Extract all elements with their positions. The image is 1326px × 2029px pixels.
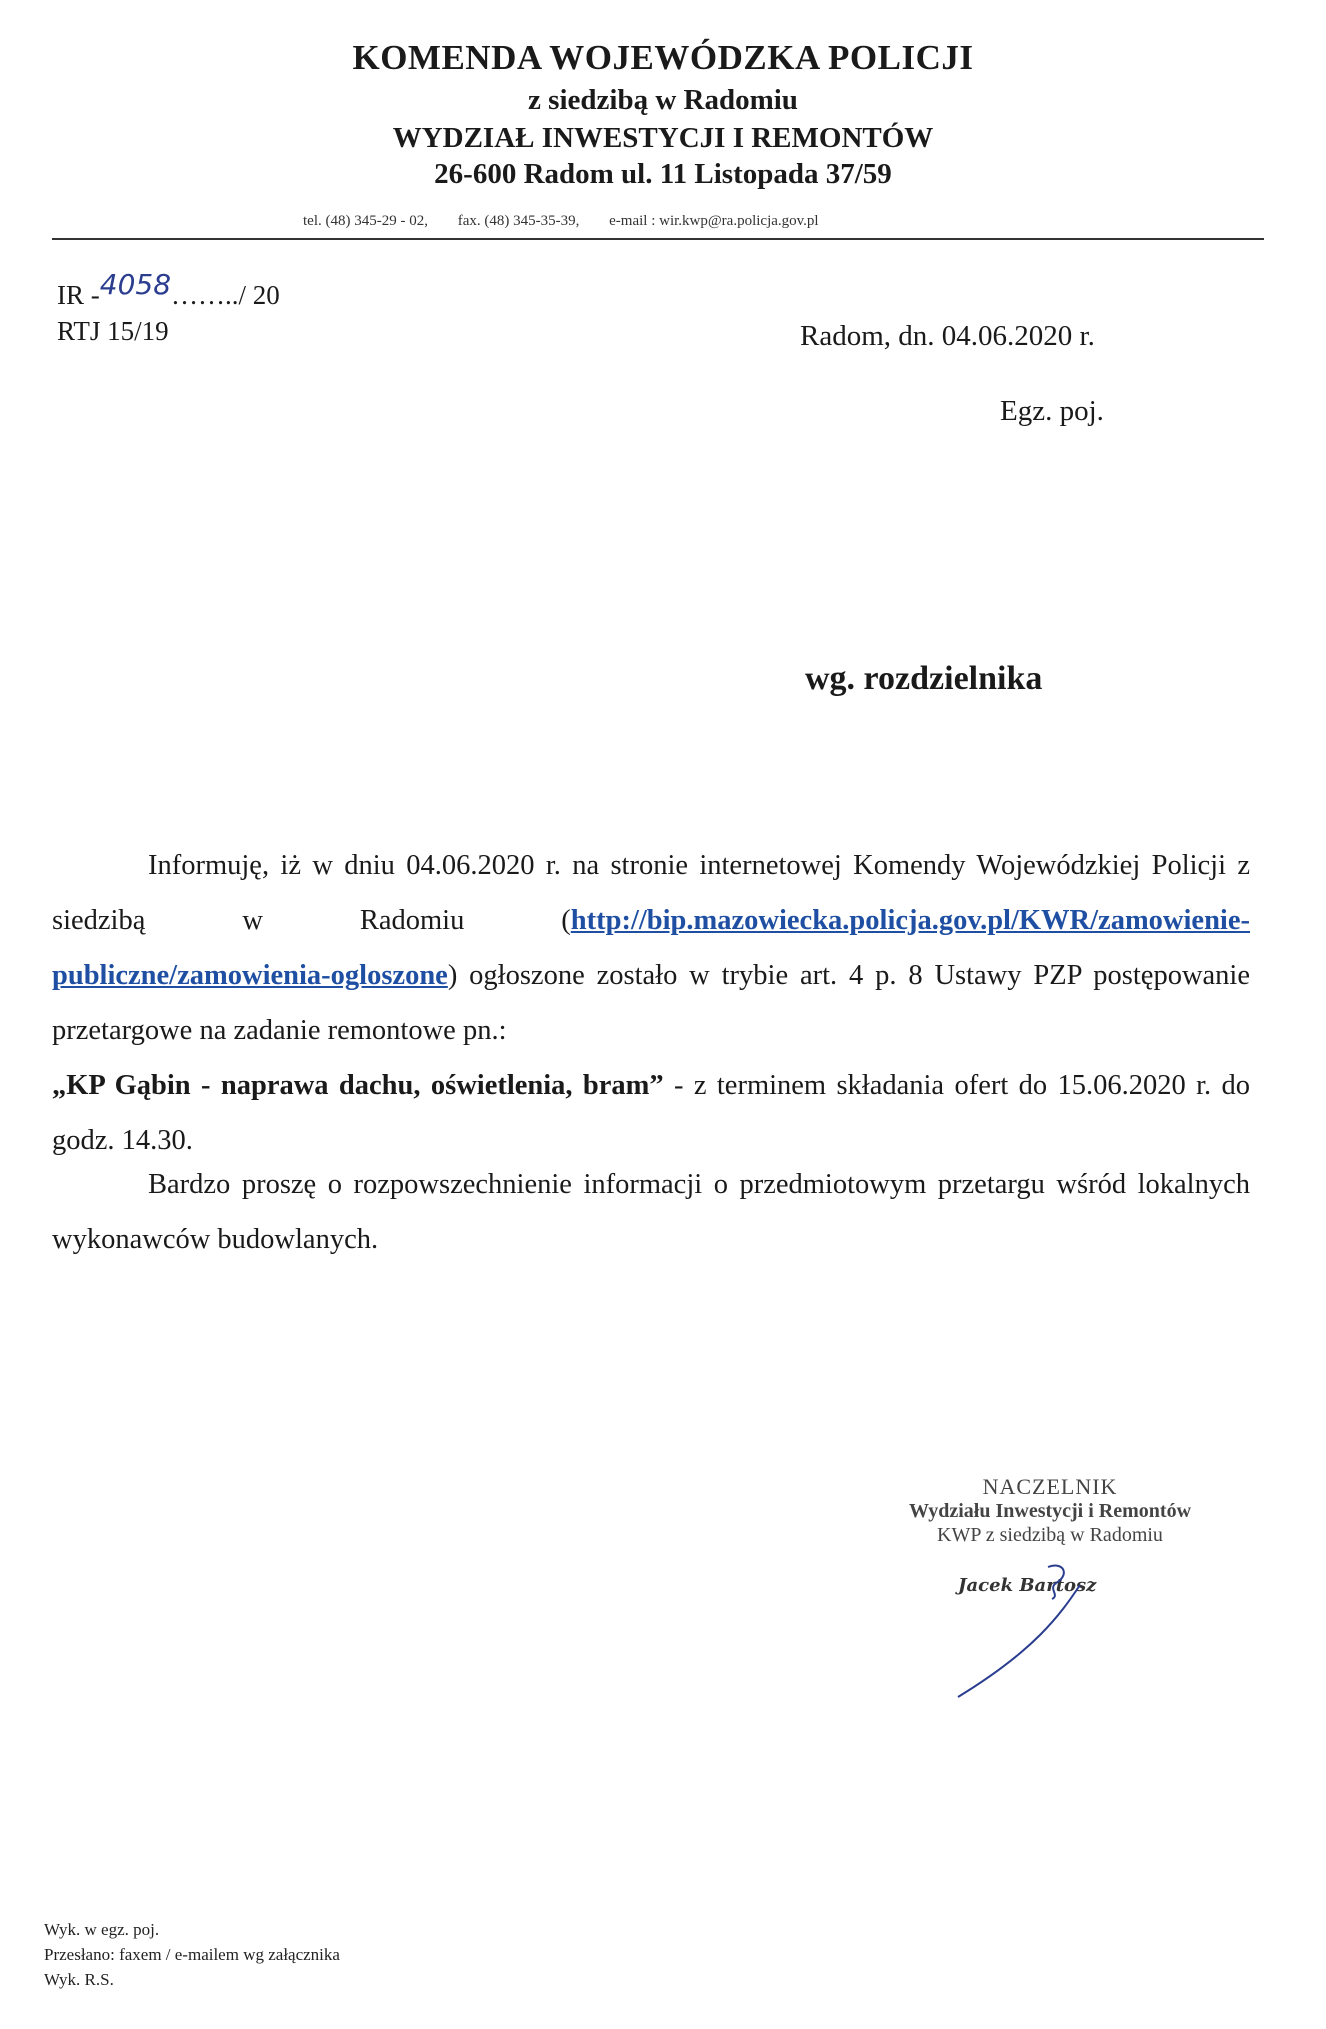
fax-number: fax. (48) 345-35-39,: [457, 213, 580, 229]
footer-prepared-by: Wyk. R.S.: [44, 1970, 114, 1989]
signature-unit: Wydziału Inwestycji i Remontów: [908, 1500, 1192, 1522]
task-name: „KP Gąbin - naprawa dachu, oświetlenia, bram”: [52, 1070, 664, 1101]
contact-line: [303, 213, 845, 230]
footer-copies: Wyk. w egz. poj.: [44, 1920, 160, 1939]
department-address: 26-600 Radom ul. 11 Listopada 37/59: [434, 158, 892, 190]
recipient: wg. rozdzielnika: [805, 660, 1043, 697]
institution-seat: z siedzibą w Radomiu: [528, 84, 798, 116]
handwritten-signature: [940, 1555, 1170, 1705]
header-divider: [52, 238, 1264, 240]
reference-prefix: IR -: [57, 280, 100, 310]
signature-location: KWP z siedzibą w Radomiu: [937, 1524, 1163, 1546]
phone-number: tel. (48) 345-29 - 02,: [303, 213, 428, 229]
announcement-after-link: ) ogłoszone zostało w trybie art. 4 p. 8 Ustawy PZP postępowanie przetargowe na zadanie remontowe pn.:: [52, 960, 1250, 1046]
paragraph-announcement: [52, 838, 1250, 1168]
footer-sent-via: Przesłano: faxem / e-mailem wg załącznika: [44, 1945, 340, 1964]
handwritten-reference-number: 4058: [99, 268, 172, 301]
paragraph-request: Bardzo proszę o rozpowszechnienie informacji o przedmiotowym przetargu wśród lokalnych wykonawców budowlanych.: [52, 1169, 1250, 1255]
signature-title: NACZELNIK: [982, 1474, 1118, 1499]
copy-note: Egz. poj.: [1000, 395, 1104, 427]
institution-name: KOMENDA WOJEWÓDZKA POLICJI: [352, 38, 974, 77]
reference-number: [57, 268, 280, 311]
document-date: Radom, dn. 04.06.2020 r.: [800, 320, 1095, 352]
announcement-intro: Informuję, iż w dniu 04.06.2020 r. na stronie internetowej Komendy Wojewódzkiej Policji z siedzibą w Radomiu (: [52, 850, 1250, 936]
case-reference: RTJ 15/19: [57, 316, 169, 346]
email-address[interactable]: e-mail : wir.kwp@ra.policja.gov.pl: [609, 213, 819, 229]
signature-name: Jacek Bartosz: [958, 1575, 1097, 1596]
reference-suffix: ……../ 20: [171, 280, 280, 310]
department-name: WYDZIAŁ INWESTYCJI I REMONTÓW: [392, 122, 934, 154]
bip-link[interactable]: http://bip.mazowiecka.policja.gov.pl/KWR/zamowienie-publiczne/zamowienia-ogloszone: [52, 905, 1250, 991]
signature-stamp: [880, 1475, 1220, 1547]
offer-deadline: - z terminem składania ofert do 15.06.2020 r. do godz. 14.30.: [52, 1070, 1250, 1156]
